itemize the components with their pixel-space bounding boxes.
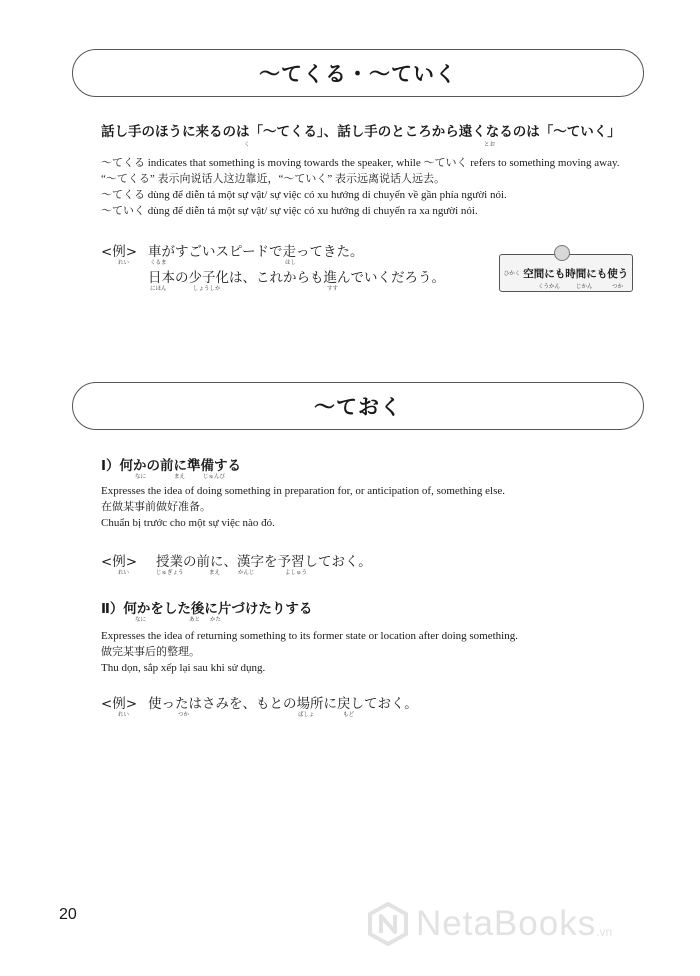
explanation-chinese: “〜てくる” 表示向说话人这边靠近，“〜ていく” 表示远离说话人远去。 <box>101 173 446 185</box>
ruby-text: ばしょ <box>298 712 315 718</box>
ruby-text: くうかん <box>538 284 561 290</box>
ruby-text: まえ <box>209 570 221 576</box>
section-title-tekuru-teiku <box>72 49 644 97</box>
ruby-text: すす <box>327 286 339 292</box>
ruby-text: あと <box>189 617 201 623</box>
example-sentence-1: 車がすごいスピードで走ってきた。 <box>148 244 364 260</box>
page-number: 20 <box>59 906 77 923</box>
part1-chinese: 在做某事前做好准备。 <box>101 501 211 513</box>
callout-keyword: ひかく <box>503 271 521 277</box>
part2-example-sentence: 使ったはさみを、もとの場所に戻しておく。 <box>148 696 418 712</box>
example-label: <例> <box>101 244 138 260</box>
ruby-text: じゅぎょう <box>156 570 184 576</box>
ruby-text: かんじ <box>238 570 255 576</box>
ruby-text: くるま <box>150 260 167 266</box>
ruby-text: く <box>244 142 250 148</box>
callout-text: 空間にも時間にも使う <box>523 267 629 280</box>
watermark-logo <box>366 902 612 946</box>
ruby-text: はし <box>285 260 297 266</box>
ruby-text: まえ <box>174 474 186 480</box>
magnifier-icon <box>554 245 570 261</box>
part2-chinese: 做完某事后的整理。 <box>101 646 200 658</box>
part2-vietnamese: Thu dọn, sắp xếp lại sau khi sử dụng. <box>101 662 266 674</box>
part1-example-sentence: 授業の前に、漢字を予習しておく。 <box>156 554 372 570</box>
ruby-text: もど <box>343 712 355 718</box>
ruby-text: かた <box>210 617 222 623</box>
ruby-text: じゅんび <box>203 474 226 480</box>
explanation-english: 〜てくる indicates that something is moving towards the speaker, while 〜ていく refers to something moving away. <box>101 157 620 169</box>
ruby-text: じかん <box>576 284 593 290</box>
watermark-suffix: .vn <box>596 925 613 939</box>
ruby-text: なに <box>135 617 147 623</box>
ruby-text: しょうしか <box>193 286 221 292</box>
usage-callout <box>499 254 633 292</box>
example-sentence-2: 日本の少子化は、これからも進んでいくだろう。 <box>148 270 445 286</box>
ruby-text: なに <box>135 474 147 480</box>
example-label: <例> <box>101 554 138 570</box>
section-heading: 話し手のほうに来るのは「〜てくる」、話し手のところから遠くなるのは「〜ていく」 <box>101 124 621 140</box>
watermark-text: NetaBooks <box>416 904 597 943</box>
ruby-text: つか <box>178 712 190 718</box>
part2-english: Expresses the idea of returning something to its former state or location after doing something. <box>101 630 518 642</box>
example-label: <例> <box>101 696 138 712</box>
ruby-text: れい <box>118 570 130 576</box>
section-title-teoku <box>72 382 644 430</box>
part1-vietnamese: Chuẩn bị trước cho một sự việc nào đó. <box>101 517 275 529</box>
ruby-text: とお <box>484 142 496 148</box>
ruby-text: つか <box>612 284 624 290</box>
ruby-text: れい <box>118 260 130 266</box>
section-title-text: 〜てくる・〜ていく <box>259 62 457 86</box>
explanation-vietnamese-1: 〜てくる dùng để diễn tả một sự vật/ sự việc có xu hướng di chuyển về gần phía người nói. <box>101 189 507 201</box>
explanation-vietnamese-2: 〜ていく dùng để diễn tả một sự vật/ sự việc có xu hướng di chuyển ra xa người nói. <box>101 205 478 217</box>
ruby-text: れい <box>118 712 130 718</box>
netabooks-logo-icon <box>366 902 410 946</box>
section-title-text: 〜ておく <box>314 395 402 419</box>
ruby-text: よしゅう <box>285 570 308 576</box>
part2-heading: Ⅱ）何かをした後に片づけたりする <box>101 601 313 617</box>
part1-english: Expresses the idea of doing something in preparation for, or anticipation of, something else. <box>101 485 506 497</box>
part1-heading: Ⅰ）何かの前に準備する <box>101 458 242 474</box>
ruby-text: にほん <box>150 286 167 292</box>
